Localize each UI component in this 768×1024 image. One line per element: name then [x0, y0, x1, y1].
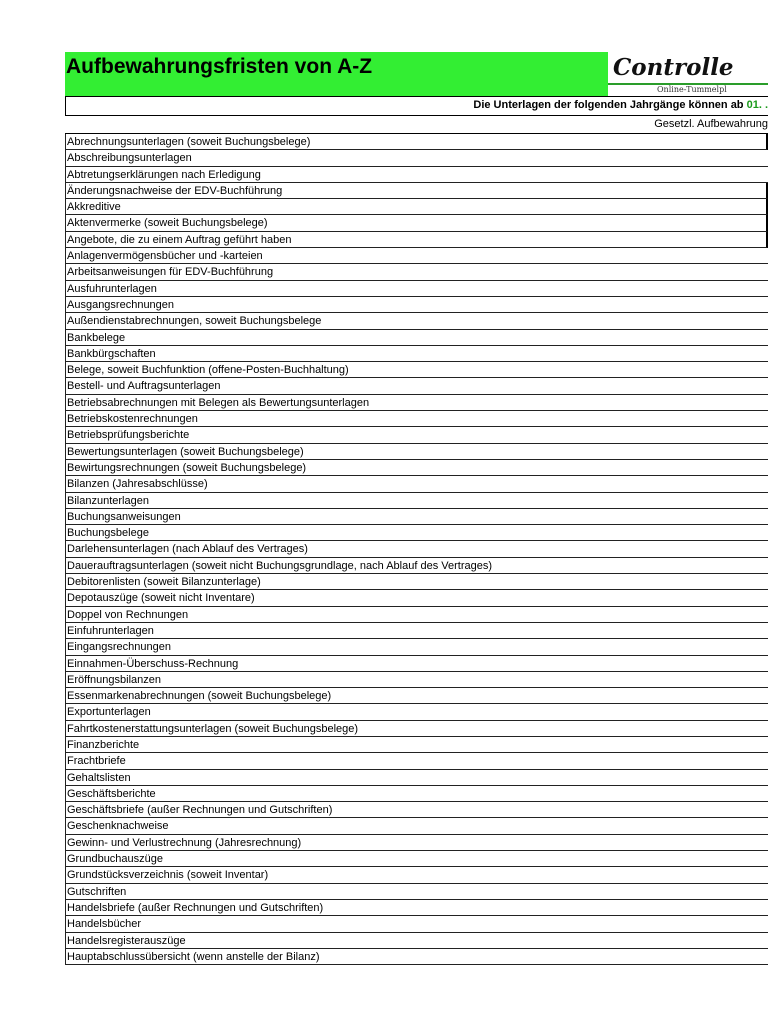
list-item: Einfuhrunterlagen — [65, 623, 768, 639]
column-header-retention: Gesetzl. Aufbewahrung — [654, 118, 768, 130]
list-item: Handelsbriefe (außer Rechnungen und Gutschriften) — [65, 900, 768, 916]
spreadsheet — [65, 52, 768, 965]
list-item: Bankbürgschaften — [65, 346, 768, 362]
document-list — [65, 134, 768, 965]
list-item: Eröffnungsbilanzen — [65, 672, 768, 688]
list-item: Grundbuchauszüge — [65, 851, 768, 867]
list-item: Außendienstabrechnungen, soweit Buchungsbelege — [65, 313, 768, 329]
list-item: Doppel von Rechnungen — [65, 607, 768, 623]
list-item: Bewertungsunterlagen (soweit Buchungsbelege) — [65, 444, 768, 460]
logo-subtext: Online-Tummelpl — [657, 85, 727, 94]
list-item: Bilanzen (Jahresabschlüsse) — [65, 476, 768, 492]
info-prefix: Die Unterlagen der folgenden Jahrgänge können ab — [473, 99, 744, 111]
list-item: Belege, soweit Buchfunktion (offene-Posten-Buchhaltung) — [65, 362, 768, 378]
list-item: Bewirtungsrechnungen (soweit Buchungsbelege) — [65, 460, 768, 476]
list-item: Änderungsnachweise der EDV-Buchführung — [65, 183, 768, 199]
list-item: Hauptabschlussübersicht (wenn anstelle der Bilanz) — [65, 949, 768, 965]
list-item: Ausgangsrechnungen — [65, 297, 768, 313]
list-item: Bankbelege — [65, 330, 768, 346]
list-item: Gewinn- und Verlustrechnung (Jahresrechnung) — [65, 835, 768, 851]
logo — [608, 52, 768, 96]
list-item: Grundstücksverzeichnis (soweit Inventar) — [65, 867, 768, 883]
column-header-row — [65, 116, 768, 134]
list-item: Abschreibungsunterlagen — [65, 150, 768, 166]
list-item: Darlehensunterlagen (nach Ablauf des Vertrages) — [65, 541, 768, 557]
list-item: Betriebsprüfungsberichte — [65, 427, 768, 443]
logo-text: Controlle — [613, 54, 734, 81]
list-item: Bestell- und Auftragsunterlagen — [65, 378, 768, 394]
list-item: Aktenvermerke (soweit Buchungsbelege) — [65, 215, 768, 231]
list-item: Buchungsbelege — [65, 525, 768, 541]
list-item: Abrechnungsunterlagen (soweit Buchungsbelege) — [65, 134, 768, 150]
list-item: Eingangsrechnungen — [65, 639, 768, 655]
list-item: Dauerauftragsunterlagen (soweit nicht Buchungsgrundlage, nach Ablauf des Vertrages) — [65, 558, 768, 574]
list-item: Abtretungserklärungen nach Erledigung — [65, 167, 768, 183]
list-item: Handelsbücher — [65, 916, 768, 932]
list-item: Gehaltslisten — [65, 770, 768, 786]
list-item: Essenmarkenabrechnungen (soweit Buchungsbelege) — [65, 688, 768, 704]
list-item: Geschenknachweise — [65, 818, 768, 834]
list-item: Geschäftsbriefe (außer Rechnungen und Gutschriften) — [65, 802, 768, 818]
list-item: Angebote, die zu einem Auftrag geführt haben — [65, 232, 768, 248]
list-item: Geschäftsberichte — [65, 786, 768, 802]
list-item: Gutschriften — [65, 884, 768, 900]
title-band — [65, 52, 768, 97]
list-item: Einnahmen-Überschuss-Rechnung — [65, 656, 768, 672]
list-item: Exportunterlagen — [65, 704, 768, 720]
list-item: Frachtbriefe — [65, 753, 768, 769]
list-item: Arbeitsanweisungen für EDV-Buchführung — [65, 264, 768, 280]
list-item: Depotauszüge (soweit nicht Inventare) — [65, 590, 768, 606]
list-item: Betriebskostenrechnungen — [65, 411, 768, 427]
list-item: Handelsregisterauszüge — [65, 933, 768, 949]
list-item: Anlagenvermögensbücher und -karteien — [65, 248, 768, 264]
list-item: Fahrtkostenerstattungsunterlagen (soweit Buchungsbelege) — [65, 721, 768, 737]
list-item: Ausfuhrunterlagen — [65, 281, 768, 297]
page-title: Aufbewahrungsfristen von A-Z — [66, 55, 373, 78]
list-item: Betriebsabrechnungen mit Belegen als Bewertungsunterlagen — [65, 395, 768, 411]
list-item: Finanzberichte — [65, 737, 768, 753]
list-item: Bilanzunterlagen — [65, 493, 768, 509]
info-date: 01. . — [746, 99, 768, 111]
list-item: Buchungsanweisungen — [65, 509, 768, 525]
list-item: Debitorenlisten (soweit Bilanzunterlage) — [65, 574, 768, 590]
info-text — [473, 99, 768, 111]
list-item: Akkreditive — [65, 199, 768, 215]
info-row — [65, 97, 768, 116]
